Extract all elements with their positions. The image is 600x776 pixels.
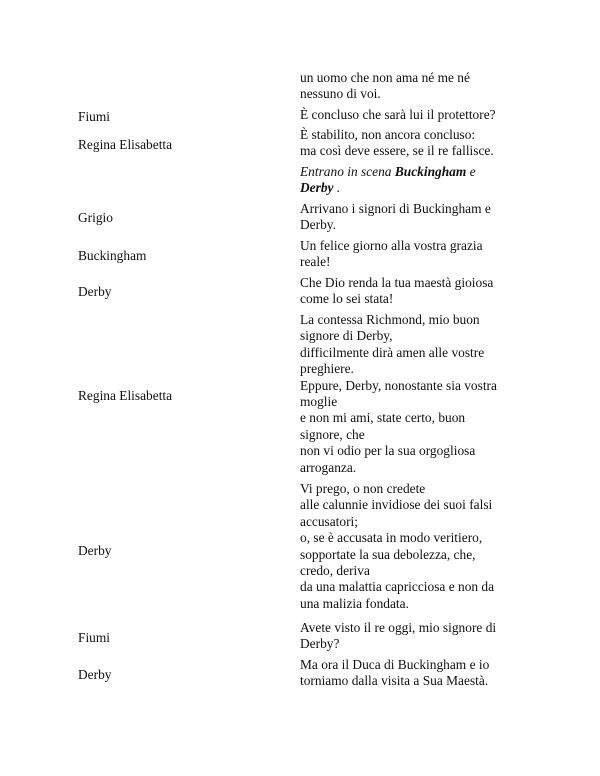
speaker-name: Fiumi bbox=[78, 109, 110, 124]
dialogue-line: da una malattia capricciosa e non da bbox=[300, 579, 495, 595]
dialogue-text bbox=[300, 107, 532, 123]
dialogue-line: una malizia fondata. bbox=[300, 595, 409, 611]
speaker-name: Derby bbox=[78, 284, 112, 299]
dialogue-line: come lo sei stata! bbox=[300, 291, 394, 307]
dialogue-line: arroganza. bbox=[300, 459, 357, 475]
dialogue-line: Derby? bbox=[300, 636, 340, 652]
dialogue-text bbox=[300, 275, 532, 308]
dialogue-text bbox=[300, 620, 532, 653]
dialogue-line: Arrivano i signori di Buckingham e bbox=[300, 201, 491, 216]
dialogue-line: Ma ora il Duca di Buckingham e io bbox=[300, 657, 490, 672]
dialogue-line: Eppure, Derby, nonostante sia vostra bbox=[300, 377, 497, 393]
stage-direction-conj: e bbox=[466, 164, 476, 179]
dialogue-line: È stabilito, non ancora concluso: bbox=[300, 127, 476, 142]
dialogue-line: e non mi ami, state certo, buon bbox=[300, 410, 466, 426]
speaker-name: Regina Elisabetta bbox=[78, 388, 173, 403]
dialogue-line: alle calunnie invidiose dei suoi falsi bbox=[300, 497, 493, 513]
character-name: Buckingham bbox=[394, 164, 467, 179]
dialogue-line: signore di Derby, bbox=[300, 328, 393, 344]
speaker-name: Derby bbox=[78, 543, 112, 558]
stage-direction-prefix: Entrano in scena bbox=[300, 164, 395, 179]
dialogue-text bbox=[300, 657, 532, 690]
dialogue-line: Avete visto il re oggi, mio signore di bbox=[300, 620, 497, 635]
dialogue-line: torniamo dalla visita a Sua Maestà. bbox=[300, 673, 489, 689]
stage-direction-line bbox=[300, 164, 532, 180]
dialogue-line: nessuno di voi. bbox=[300, 86, 381, 102]
stage-direction-line bbox=[300, 180, 532, 196]
dialogue-text bbox=[300, 238, 532, 271]
speaker-name: Grigio bbox=[78, 210, 113, 225]
dialogue-line: accusatori; bbox=[300, 513, 358, 529]
dialogue-line: Derby. bbox=[300, 217, 336, 233]
dialogue-text bbox=[300, 481, 532, 612]
speaker-name: Fiumi bbox=[78, 630, 110, 645]
dialogue-text bbox=[300, 312, 532, 476]
dialogue-text bbox=[300, 201, 532, 234]
speaker-name: Buckingham bbox=[78, 248, 147, 263]
dialogue-line: moglie bbox=[300, 394, 338, 410]
dialogue-line: signore, che bbox=[300, 426, 365, 442]
dialogue-line: credo, deriva bbox=[300, 563, 370, 579]
speaker-name: Regina Elisabetta bbox=[78, 137, 173, 152]
speaker-name: Derby bbox=[78, 667, 112, 682]
dialogue-line: Un felice giorno alla vostra grazia bbox=[300, 238, 483, 253]
dialogue-text bbox=[300, 127, 532, 160]
dialogue-line: preghiere. bbox=[300, 361, 354, 377]
character-name: Derby bbox=[300, 180, 334, 196]
dialogue-line: Che Dio renda la tua maestà gioiosa bbox=[300, 275, 494, 290]
dialogue-line: Vi prego, o non credete bbox=[300, 481, 426, 496]
stage-direction-suffix: . bbox=[333, 180, 341, 196]
dialogue-text bbox=[300, 70, 532, 103]
dialogue-line: un uomo che non ama né me né bbox=[300, 70, 470, 85]
dialogue-line: ma così deve essere, se il re fallisce. bbox=[300, 143, 494, 159]
dialogue-line: o, se è accusata in modo veritiero, bbox=[300, 530, 483, 546]
dialogue-line: La contessa Richmond, mio buon bbox=[300, 312, 480, 327]
stage-direction bbox=[300, 164, 532, 197]
dialogue-line: È concluso che sarà lui il protettore? bbox=[300, 107, 496, 122]
dialogue-line: sopportate la sua debolezza, che, bbox=[300, 546, 476, 562]
dialogue-line: reale! bbox=[300, 254, 331, 270]
dialogue-line: difficilmente dirà amen alle vostre bbox=[300, 344, 485, 360]
dialogue-line: non vi odio per la sua orgogliosa bbox=[300, 443, 476, 459]
